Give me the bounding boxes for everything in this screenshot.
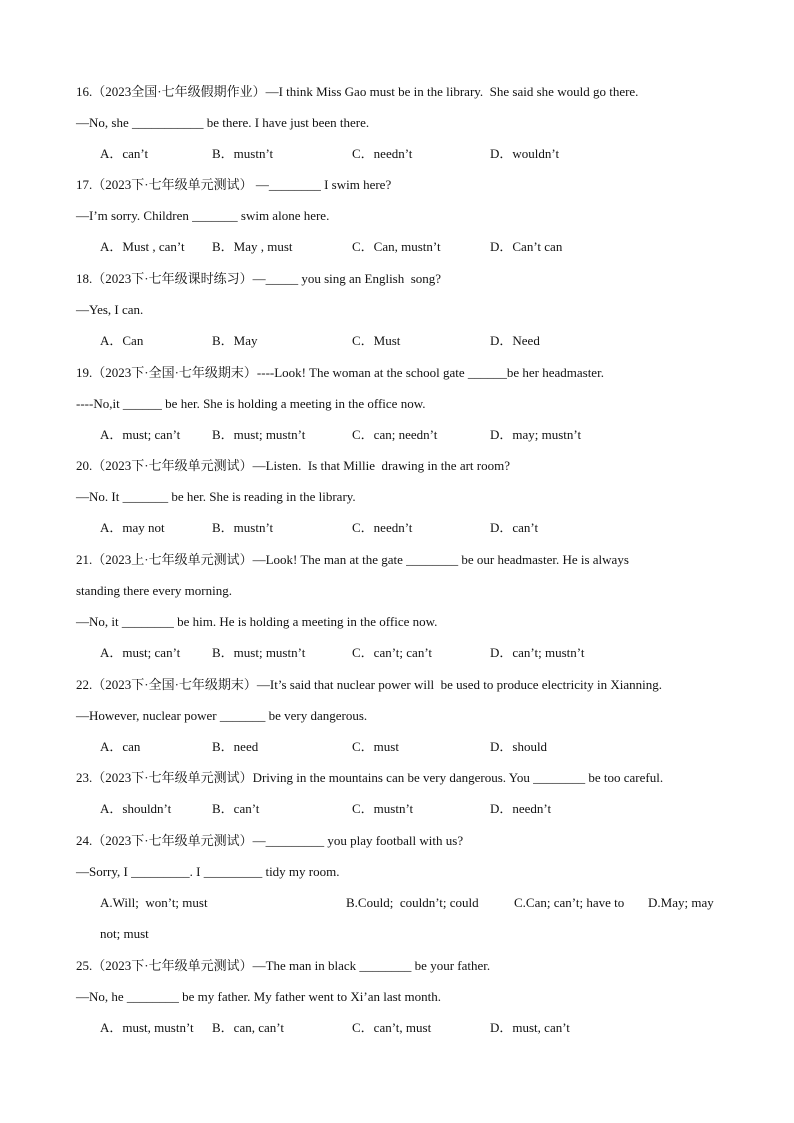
option-d[interactable]: D．can’t <box>490 520 539 535</box>
option-c[interactable]: C．mustn’t <box>352 801 414 816</box>
question-19-stem-line-1: 19.（2023下·全国·七年级期末）----Look! The woman at the school gate ______be her headmaster. <box>76 365 604 380</box>
question-24-stem-line-1: 24.（2023下·七年级单元测试）—_________ you play football with us? <box>76 833 464 848</box>
option-b[interactable]: B．May <box>212 333 258 348</box>
question-18-stem-line-1: 18.（2023下·七年级课时练习）—_____ you sing an English song? <box>76 271 442 286</box>
question-18-stem-line-2: —Yes, I can. <box>76 302 144 317</box>
question-24-option-d-continued: not; must <box>100 926 149 941</box>
option-c[interactable]: C．can; needn’t <box>352 427 438 442</box>
option-a[interactable]: A．Can <box>100 333 144 348</box>
option-a[interactable]: A．may not <box>100 520 165 535</box>
question-21-stem-line-1: 21.（2023上·七年级单元测试）—Look! The man at the gate ________ be our headmaster. He is always <box>76 552 629 567</box>
option-a[interactable]: A．can <box>100 739 141 754</box>
option-a[interactable]: A．Must , can’t <box>100 239 185 254</box>
option-b[interactable]: B.Could; couldn’t; could <box>346 895 479 910</box>
option-d[interactable]: D．may; mustn’t <box>490 427 582 442</box>
option-c[interactable]: C．can’t, must <box>352 1020 432 1035</box>
question-21-stem-line-3: —No, it ________ be him. He is holding a meeting in the office now. <box>76 614 438 629</box>
question-25-stem-line-1: 25.（2023下·七年级单元测试）—The man in black ________ be your father. <box>76 958 491 973</box>
option-c[interactable]: C．must <box>352 739 399 754</box>
option-d[interactable]: D．can’t; mustn’t <box>490 645 585 660</box>
option-d[interactable]: D．wouldn’t <box>490 146 560 161</box>
option-c[interactable]: C．needn’t <box>352 520 413 535</box>
option-d[interactable]: D．must, can’t <box>490 1020 570 1035</box>
question-17-stem-line-1: 17.（2023下·七年级单元测试） —________ I swim here? <box>76 177 392 192</box>
question-20-stem-line-1: 20.（2023下·七年级单元测试）—Listen. Is that Millie drawing in the art room? <box>76 458 510 473</box>
question-24-stem-line-2: —Sorry, I _________. I _________ tidy my room. <box>76 864 340 879</box>
question-17-stem-line-2: —I’m sorry. Children _______ swim alone here. <box>76 208 330 223</box>
option-d[interactable]: D．Can’t can <box>490 239 563 254</box>
question-21-stem-line-2: standing there every morning. <box>76 583 232 598</box>
option-c[interactable]: C．can’t; can’t <box>352 645 433 660</box>
option-d[interactable]: D．should <box>490 739 548 754</box>
option-b[interactable]: B．must; mustn’t <box>212 427 306 442</box>
question-19-stem-line-2: ----No,it ______ be her. She is holding a meeting in the office now. <box>76 396 426 411</box>
option-c[interactable]: C.Can; can’t; have to <box>514 895 625 910</box>
option-b[interactable]: B．mustn’t <box>212 520 274 535</box>
option-a[interactable]: A．must; can’t <box>100 427 181 442</box>
option-b[interactable]: B．mustn’t <box>212 146 274 161</box>
question-20-stem-line-2: —No. It _______ be her. She is reading in the library. <box>76 489 356 504</box>
option-d[interactable]: D.May; may <box>648 895 714 910</box>
question-22-stem-line-1: 22.（2023下·全国·七年级期末）—It’s said that nuclear power will be used to produce electricity in Xianning. <box>76 677 662 692</box>
question-16-stem-line-2: —No, she ___________ be there. I have just been there. <box>76 115 370 130</box>
option-a[interactable]: A．must, mustn’t <box>100 1020 194 1035</box>
option-a[interactable]: A.Will; won’t; must <box>100 895 208 910</box>
option-d[interactable]: D．Need <box>490 333 540 348</box>
option-b[interactable]: B．must; mustn’t <box>212 645 306 660</box>
option-d[interactable]: D．needn’t <box>490 801 552 816</box>
option-b[interactable]: B．May , must <box>212 239 293 254</box>
option-b[interactable]: B．need <box>212 739 259 754</box>
question-23-stem-line-1: 23.（2023下·七年级单元测试）Driving in the mountains can be very dangerous. You ________ be too careful. <box>76 770 664 785</box>
option-a[interactable]: A．shouldn’t <box>100 801 172 816</box>
option-a[interactable]: A．can’t <box>100 146 149 161</box>
option-b[interactable]: B．can’t <box>212 801 260 816</box>
question-16-stem-line-1: 16.（2023全国·七年级假期作业）—I think Miss Gao must be in the library. She said she would go there. <box>76 84 639 99</box>
option-c[interactable]: C．Can, mustn’t <box>352 239 441 254</box>
option-b[interactable]: B．can, can’t <box>212 1020 284 1035</box>
question-22-stem-line-2: —However, nuclear power _______ be very dangerous. <box>76 708 368 723</box>
option-a[interactable]: A．must; can’t <box>100 645 181 660</box>
option-c[interactable]: C．Must <box>352 333 401 348</box>
question-25-stem-line-2: —No, he ________ be my father. My father went to Xi’an last month. <box>76 989 442 1004</box>
option-c[interactable]: C．needn’t <box>352 146 413 161</box>
